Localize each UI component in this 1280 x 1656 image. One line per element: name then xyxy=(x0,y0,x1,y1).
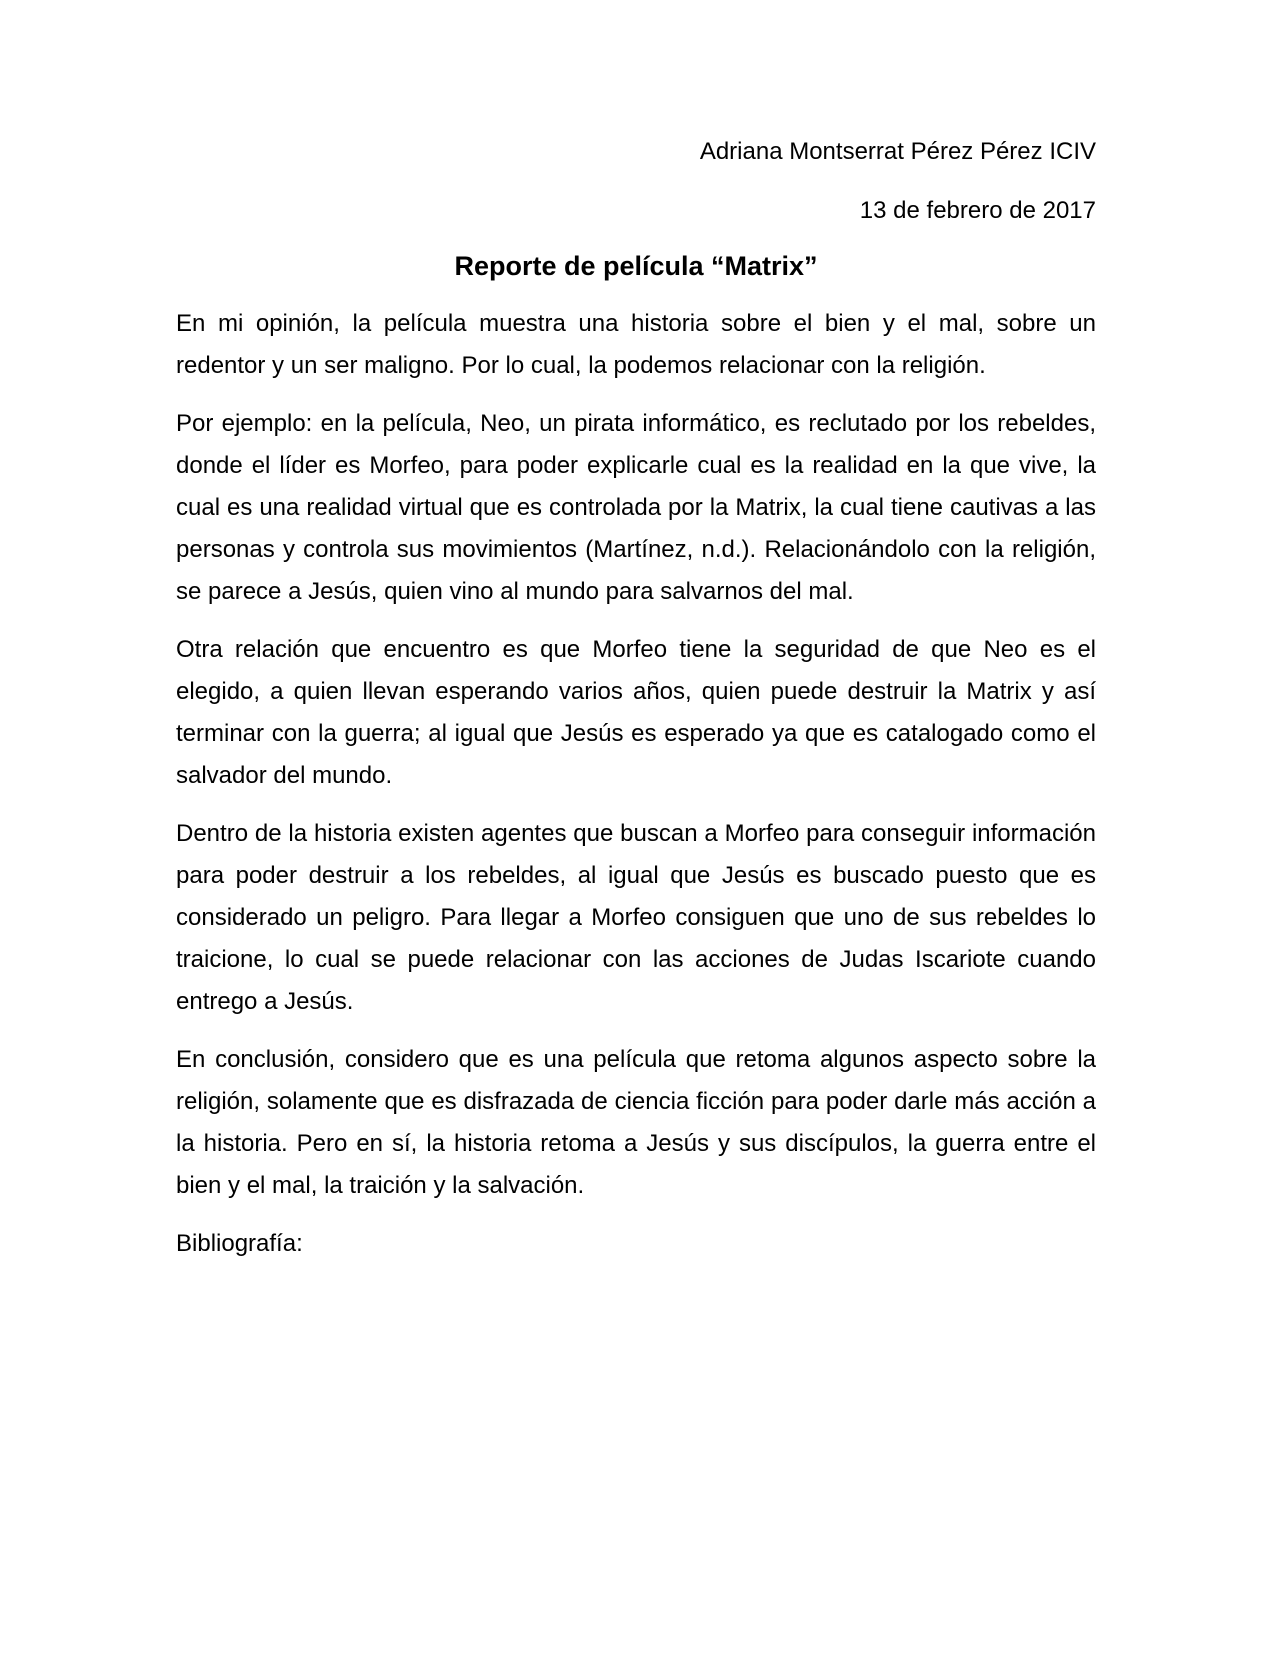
paragraph-agents: Dentro de la historia existen agentes que buscan a Morfeo para conseguir información para poder destruir a los rebeldes, al igual que Jesús es buscado puesto que es considerado un peligro. Para llegar a Morfeo consiguen que uno de sus rebeldes lo traicione, lo cual se puede relacionar con las acciones de Judas Iscariote cuando entrego a Jesús. xyxy=(176,820,1096,1015)
bibliography-heading: Bibliografía: xyxy=(176,1230,303,1257)
document-body xyxy=(176,136,1096,1265)
paragraph-opinion: En mi opinión, la película muestra una historia sobre el bien y el mal, sobre un redentor y un ser maligno. Por lo cual, la podemos relacionar con la religión. xyxy=(176,310,1096,379)
document-title: Reporte de película “Matrix” xyxy=(454,251,818,281)
paragraph-relation: Otra relación que encuentro es que Morfeo tiene la seguridad de que Neo es el elegido, a quien llevan esperando varios años, quien puede destruir la Matrix y así terminar con la guerra; al igual que Jesús es esperado ya que es catalogado como el salvador del mundo. xyxy=(176,636,1096,789)
author-name: Adriana Montserrat Pérez Pérez ICIV xyxy=(699,138,1096,165)
paragraph-example: Por ejemplo: en la película, Neo, un pirata informático, es reclutado por los rebeldes, donde el líder es Morfeo, para poder explicarle cual es la realidad en la que vive, la cual es una realidad virtual que es controlada por la Matrix, la cual tiene cautivas a las personas y controla sus movimientos (Martínez, n.d.). Relacionándolo con la religión, se parece a Jesús, quien vino al mundo para salvarnos del mal. xyxy=(176,410,1096,605)
paragraph-conclusion: En conclusión, considero que es una película que retoma algunos aspecto sobre la religión, solamente que es disfrazada de ciencia ficción para poder darle más acción a la historia. Pero en sí, la historia retoma a Jesús y sus discípulos, la guerra entre el bien y el mal, la traición y la salvación. xyxy=(176,1046,1096,1199)
document-date: 13 de febrero de 2017 xyxy=(859,197,1096,224)
